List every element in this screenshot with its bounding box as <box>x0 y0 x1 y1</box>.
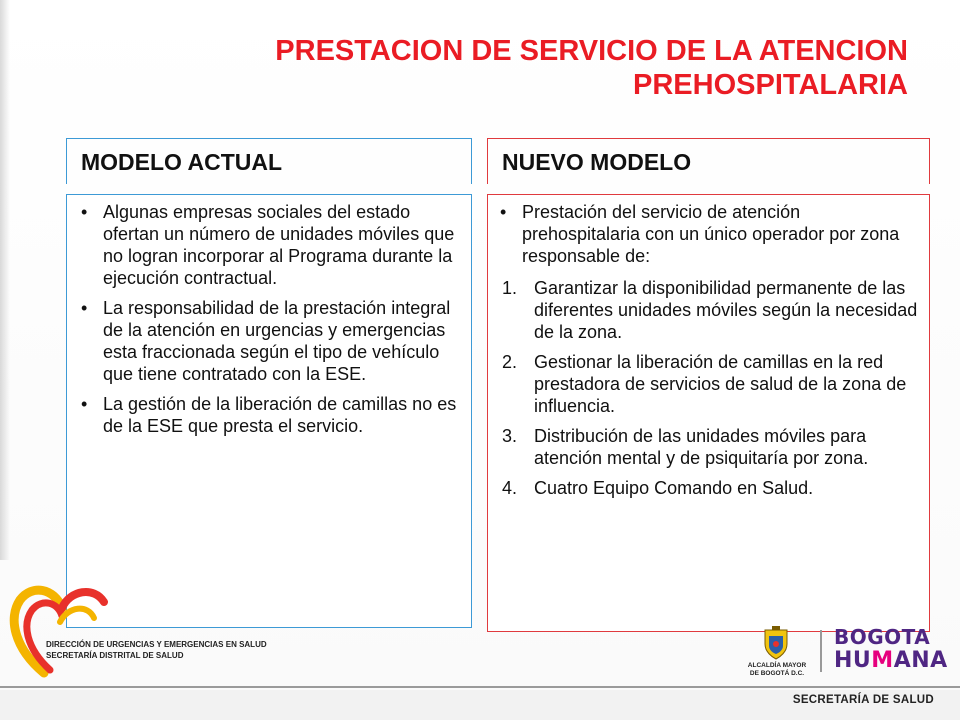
logo-secretaria-text: SECRETARÍA DISTRITAL DE SALUD <box>46 651 184 660</box>
slide-title-line-1: PRESTACION DE SERVICIO DE LA ATENCION <box>275 35 908 67</box>
slide-edge-shadow <box>0 0 10 560</box>
brand-ana: ANA <box>893 648 948 673</box>
modelo-actual-bullet-1: • Algunas empresas sociales del estado ofertan un número de unidades móviles que no logran incorporar al Programa durante la ejecución contractual. <box>79 201 461 289</box>
nuevo-modelo-numbered-list <box>498 277 919 499</box>
bogota-crest-icon <box>762 626 790 660</box>
item-text: Garantizar la disponibilidad permanente de las diferentes unidades móviles según la necesidad de la zona. <box>534 278 918 342</box>
item-number: 3. <box>502 426 518 446</box>
modelo-actual-header: MODELO ACTUAL <box>66 138 472 184</box>
nuevo-modelo-header: NUEVO MODELO <box>487 138 930 184</box>
item-number: 2. <box>502 352 518 372</box>
item-text: Distribución de las unidades móviles para atención mental y de psiquitaría por zona. <box>534 426 869 468</box>
alcaldia-text-line-1: ALCALDÍA MAYOR <box>747 662 807 669</box>
urgencias-heart-logo-icon <box>4 578 267 688</box>
slide-title-line-2: PREHOSPITALARIA <box>633 69 908 101</box>
nuevo-modelo-intro-list <box>498 201 919 267</box>
item-number: 4. <box>502 478 518 498</box>
modelo-actual-bullet-3: • La gestión de la liberación de camillas no es de la ESE que presta el servicio. <box>79 393 461 437</box>
modelo-actual-box <box>66 194 472 628</box>
nuevo-modelo-item-2 <box>498 351 919 417</box>
bogota-brand-line-2 <box>834 648 948 674</box>
footer-divider <box>0 686 960 688</box>
logo-direccion-text: DIRECCIÓN DE URGENCIAS Y EMERGENCIAS EN SALUD <box>46 640 267 649</box>
item-number: 1. <box>502 278 518 298</box>
nuevo-modelo-box <box>487 194 930 632</box>
bogota-brand-line-1: BOGOTA <box>834 625 931 649</box>
logo-divider <box>820 630 822 672</box>
item-text: Gestionar la liberación de camillas en la red prestadora de servicios de salud de la zona de influencia. <box>534 352 907 416</box>
nuevo-modelo-item-4 <box>498 477 919 499</box>
slide-title <box>148 34 908 102</box>
alcaldia-text-line-2: DE BOGOTÁ D.C. <box>749 670 805 677</box>
nuevo-modelo-item-1 <box>498 277 919 343</box>
nuevo-modelo-intro: • Prestación del servicio de atención prehospitalaria con un único operador por zona responsable de: <box>498 201 919 267</box>
modelo-actual-bullet-2: • La responsabilidad de la prestación integral de la atención en urgencias y emergencias esta fraccionada según el tipo de vehículo que tiene contratado con la ESE. <box>79 297 461 385</box>
nuevo-modelo-item-3 <box>498 425 919 469</box>
brand-m: M <box>871 648 894 673</box>
brand-hu: HU <box>834 648 872 673</box>
item-text: Cuatro Equipo Comando en Salud. <box>534 478 814 498</box>
footer-secretaria: SECRETARÍA DE SALUD <box>792 694 934 706</box>
modelo-actual-list <box>79 201 461 437</box>
